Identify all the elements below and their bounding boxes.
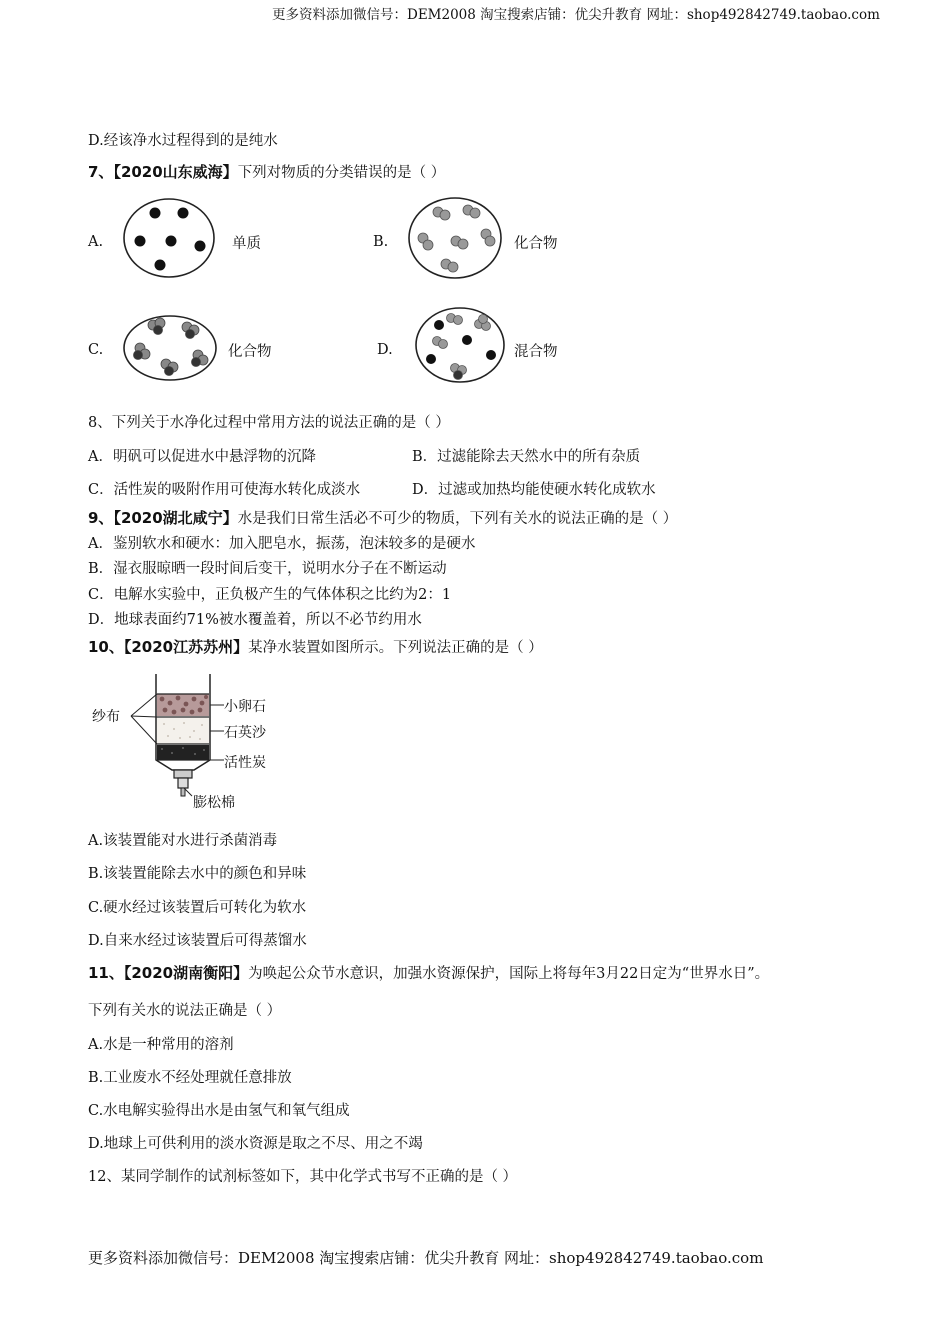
q9-option-b: B．湿衣服晾晒一段时间后变干，说明水分子在不断运动 (88, 561, 447, 577)
q7-option-a-letter: A. (88, 234, 104, 250)
q10-question (88, 636, 543, 657)
q7-option-d-label: 混合物 (514, 344, 558, 360)
q10-label-sand: 石英沙 (224, 725, 266, 741)
q10-label-carbon: 活性炭 (224, 755, 266, 771)
q7-source-tag: 【2020山东威海】 (113, 163, 238, 181)
q11-stem: 为唤起公众节水意识，加强水资源保护，国际上将每年3月22日定为“世界水日”。 (248, 966, 770, 982)
q9-stem: 水是我们日常生活必不可少的物质，下列有关水的说法正确的是（ ） (237, 511, 678, 527)
q7-option-b-letter: B. (373, 234, 389, 250)
q10-label-pebbles: 小卵石 (224, 699, 266, 715)
q10-stem: 某净水装置如图所示。下列说法正确的是（ ） (248, 640, 543, 656)
q8-option-c: C．活性炭的吸附作用可使海水转化成淡水 (88, 482, 361, 498)
q11-number: 11、 (88, 964, 124, 982)
q7-stem: 下列对物质的分类错误的是（ ） (237, 165, 446, 181)
q7-number: 7、 (88, 163, 114, 181)
q10-source-tag: 【2020江苏苏州】 (123, 638, 249, 656)
q12-stem: 12、某同学制作的试剂标签如下，其中化学式书写不正确的是（ ） (88, 1169, 518, 1185)
q11-option-c: C.水电解实验得出水是由氢气和氧气组成 (88, 1103, 350, 1119)
q10-leader-lines (128, 700, 228, 800)
q8-stem: 8、下列关于水净化过程中常用方法的说法正确的是（ ） (88, 415, 450, 431)
q7-option-a-diagram (122, 196, 218, 280)
q10-option-c: C.硬水经过该装置后可转化为软水 (88, 900, 307, 916)
q7-option-b-diagram (406, 196, 504, 280)
q7-option-d-letter: D. (377, 342, 393, 358)
q10-option-a: A.该装置能对水进行杀菌消毒 (88, 833, 278, 849)
q9-source-tag: 【2020湖北咸宁】 (113, 509, 238, 527)
q9-number: 9、 (88, 509, 114, 527)
q9-option-c: C．电解水实验中，正负极产生的气体体积之比约为2：1 (88, 587, 452, 603)
q6-option-d: D.经该净水过程得到的是纯水 (88, 133, 278, 149)
q11-option-d: D.地球上可供利用的淡水资源是取之不尽、用之不竭 (88, 1136, 423, 1152)
q11-question (88, 962, 769, 983)
q8-option-b: B．过滤能除去天然水中的所有杂质 (412, 449, 641, 465)
q7-option-a-label: 单质 (232, 236, 261, 252)
q10-option-d: D.自来水经过该装置后可得蒸馏水 (88, 933, 307, 949)
page-footer: 更多资料添加微信号：DEM2008 淘宝搜索店铺：优尖升教育 网址：shop492842749.taobao.com (88, 1249, 764, 1267)
page-header: 更多资料添加微信号：DEM2008 淘宝搜索店铺：优尖升教育 网址：shop492842749.taobao.com (272, 7, 880, 23)
q10-option-b: B.该装置能除去水中的颜色和异味 (88, 866, 307, 882)
q8-option-d: D．过滤或加热均能使硬水转化成软水 (412, 482, 656, 498)
q10-number: 10、 (88, 638, 124, 656)
q11-option-b: B.工业废水不经处理就任意排放 (88, 1070, 292, 1086)
q10-label-cotton: 膨松棉 (193, 795, 235, 811)
q11-option-a: A.水是一种常用的溶剂 (88, 1037, 234, 1053)
q7-option-c-diagram (121, 314, 219, 382)
q7-question (88, 161, 445, 182)
q9-option-d: D．地球表面约71%被水覆盖着，所以不必节约用水 (88, 612, 422, 628)
q9-question (88, 507, 677, 528)
q10-label-gauze: 纱布 (92, 709, 120, 725)
q9-option-a: A．鉴别软水和硬水：加入肥皂水，振荡，泡沫较多的是硬水 (88, 536, 476, 552)
q7-option-c-letter: C. (88, 342, 104, 358)
q7-option-b-label: 化合物 (514, 236, 558, 252)
q7-option-c-label: 化合物 (228, 344, 272, 360)
q11-stem-continued: 下列有关水的说法正确是（ ） (88, 1003, 282, 1019)
q11-source-tag: 【2020湖南衡阳】 (123, 964, 249, 982)
q7-option-d-diagram (413, 306, 507, 384)
q8-option-a: A．明矾可以促进水中悬浮物的沉降 (88, 449, 316, 465)
